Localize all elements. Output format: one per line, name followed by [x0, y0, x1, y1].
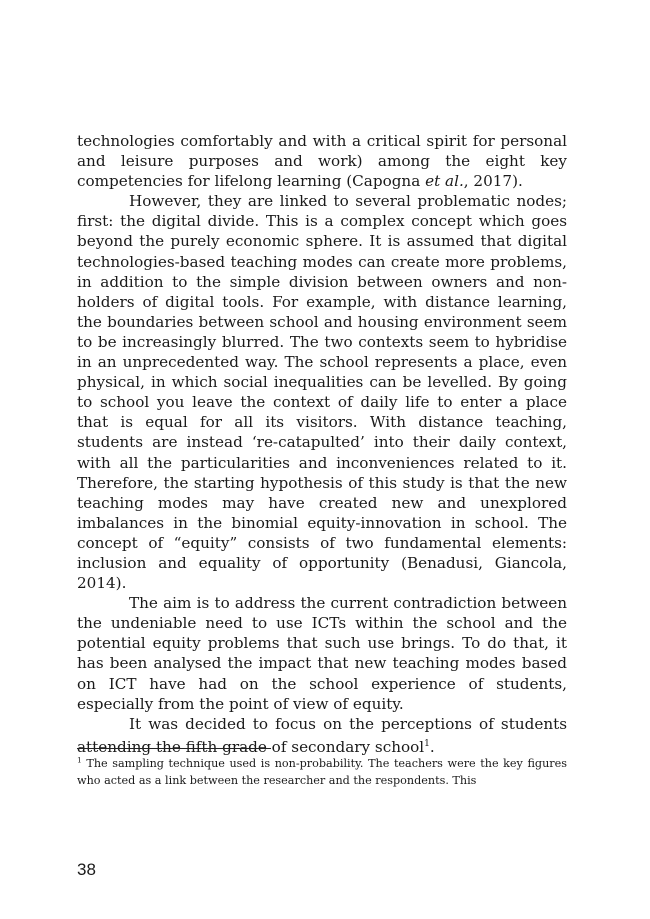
- paragraph: [77, 191, 567, 593]
- text-segment: technologies comfortably and with a critical spirit for personal and leisure purposes and work) among the eight key competencies for lifelong learning (Capogna: [77, 132, 567, 191]
- paragraph: [77, 131, 567, 191]
- footnote-divider: [77, 748, 271, 749]
- footnote: [77, 756, 567, 789]
- footnote-marker: 1: [77, 755, 82, 765]
- text-segment: .: [429, 737, 435, 756]
- text-segment: , 2017).: [463, 172, 523, 191]
- footnote-reference: 1: [424, 738, 430, 749]
- text-segment: The aim is to address the current contradiction between the undeniable need to use ICTs within the school and the potential equity problems that such use brings. To do that, it has been analysed the impact that new teaching modes based on ICT have had on the school experience of students, especially from the point of view of equity.: [77, 594, 567, 713]
- text-segment: It was decided to focus on the perceptions of students attending the fifth grade of secondary school: [77, 714, 567, 756]
- body-text: [77, 131, 567, 757]
- paragraph: [77, 593, 567, 714]
- page-number: 38: [77, 860, 96, 879]
- footnote-text: The sampling technique used is non-probability. The teachers were the key figures who acted as a link between the researcher and the respondents. This: [77, 757, 567, 787]
- text-segment-italic: et al.: [425, 172, 464, 191]
- paragraph: [77, 714, 567, 757]
- text-segment: However, they are linked to several problematic nodes; first: the digital divide. This is a complex concept which goes beyond the purely economic sphere. It is assumed that digital technologies-based teaching modes can create more problems, in addition to the simple division between owners and non-holders of digital tools. For example, with distance learning, the boundaries between school and housing environment seem to be increasingly blurred. The two contexts seem to hybridise in an unprecedented way. The school represents a place, even physical, in which social inequalities can be levelled. By going to school you leave the context of daily life to enter a place that is equal for all its visitors. With distance teaching, students are instead ‘re-catapulted’ into their daily context, with all the particularities and inconveniences related to it. Therefore, the starting hypothesis of this study is that the new teaching modes may have created new and unexplored imbalances in the binomial equity-innovation in school. The concept of “equity” consists of two fundamental elements: inclusion and equality of opportunity (Benadusi, Giancola, 2014).: [77, 192, 567, 593]
